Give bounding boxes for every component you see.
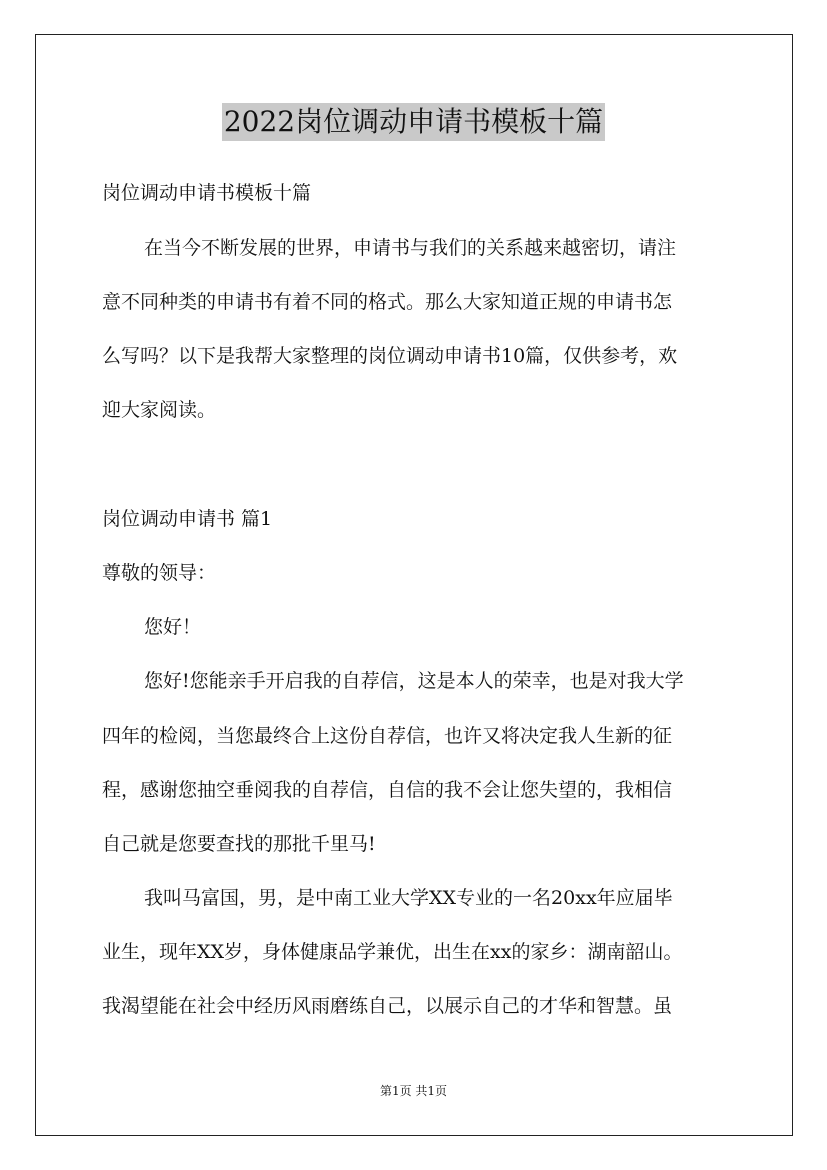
section-heading: 岗位调动申请书模板十篇 [102,182,312,204]
page-footer: 第1页 共1页 [379,1084,448,1098]
title-container [0,103,827,141]
paragraph-line: 业生，现年XX岁，身体健康品学兼优，出生在xx的家乡：湖南韶山。 [102,941,683,963]
paragraph-line: 我叫马富国，男，是中南工业大学XX专业的一名20xx年应届毕 [144,887,673,909]
document-title: 2022岗位调动申请书模板十篇 [222,103,605,141]
paragraph-line: 我渴望能在社会中经历风雨磨练自己，以展示自己的才华和智慧。虽 [102,995,673,1017]
paragraph-line: 自己就是您要查找的那批千里马! [102,833,376,855]
paragraph-line: 意不同种类的申请书有着不同的格式。那么大家知道正规的申请书怎 [102,291,673,313]
paragraph-line: 四年的检阅，当您最终合上这份自荐信，也许又将决定我人生新的征 [102,725,673,747]
section-heading: 岗位调动申请书 篇1 [102,508,273,530]
paragraph-line: 迎大家阅读。 [102,399,217,421]
paragraph-line: 么写吗？以下是我帮大家整理的岗位调动申请书10篇，仅供参考，欢 [102,345,678,367]
paragraph-line: 您好!您能亲手开启我的自荐信，这是本人的荣幸，也是对我大学 [144,670,684,692]
greeting: 您好！ [144,616,202,638]
salutation: 尊敬的领导： [102,562,217,584]
paragraph-line: 程，感谢您抽空垂阅我的自荐信，自信的我不会让您失望的，我相信 [102,779,673,801]
paragraph-line: 在当今不断发展的世界，申请书与我们的关系越来越密切，请注 [144,237,677,259]
